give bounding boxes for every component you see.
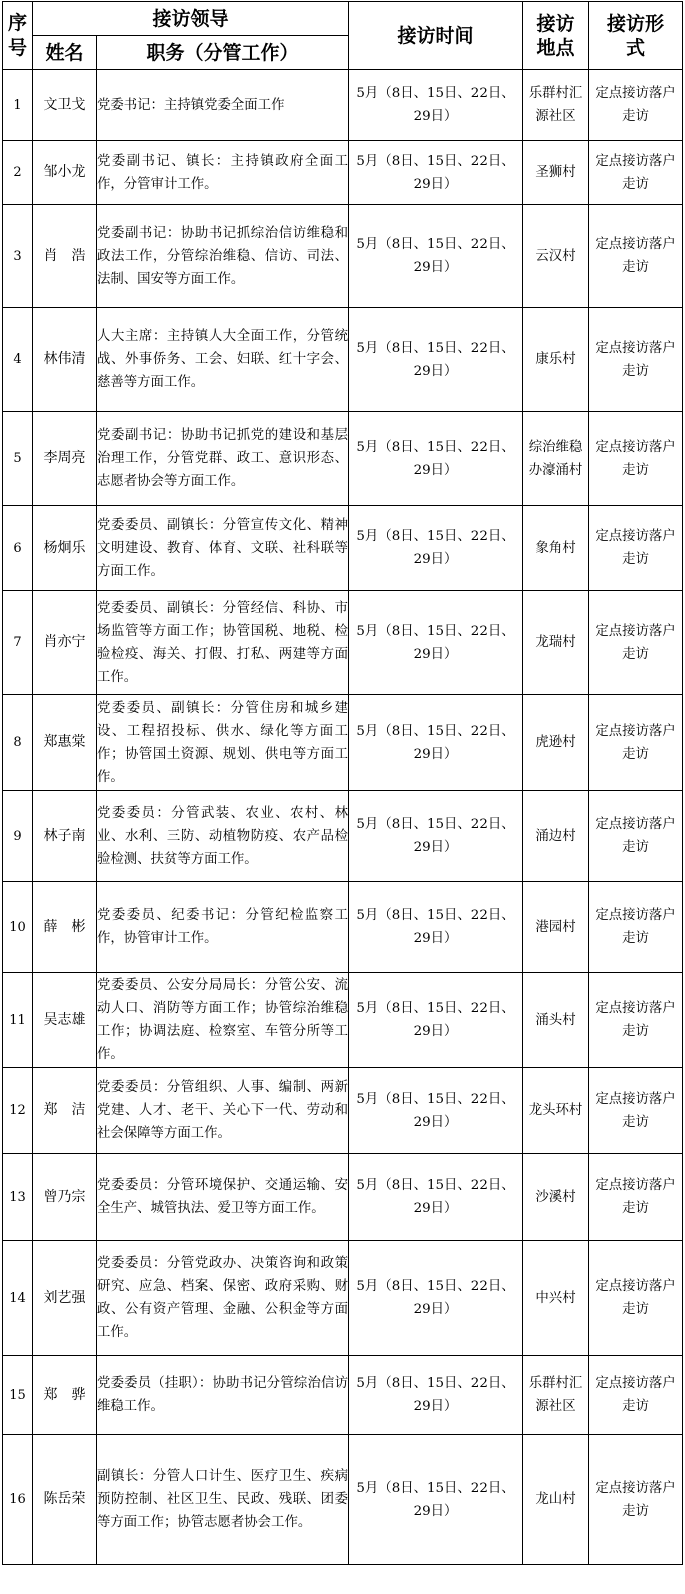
visit-time: 5月（8日、15日、22日、29日） (349, 973, 523, 1068)
schedule-table (2, 1, 683, 1565)
leader-duty: 党委副书记：协助书记抓党的建设和基层治理工作，分管党群、政工、意识形态、志愿者协会等方面工作。 (97, 412, 349, 506)
visit-form: 定点接访落户走访 (589, 1356, 683, 1435)
leader-duty: 党委委员、副镇长：分管宣传文化、精神文明建设、教育、体育、文联、社科联等方面工作。 (97, 506, 349, 591)
visit-form: 定点接访落户走访 (589, 141, 683, 205)
visit-form: 定点接访落户走访 (589, 1154, 683, 1241)
leader-duty: 党委副书记、镇长：主持镇政府全面工作，分管审计工作。 (97, 141, 349, 205)
leader-duty: 党委委员（挂职）：协助书记分管综治信访维稳工作。 (97, 1356, 349, 1435)
header-leaders: 接访领导 (33, 2, 349, 36)
leader-duty: 人大主席：主持镇人大全面工作，分管统战、外事侨务、工会、妇联、红十字会、慈善等方面工作。 (97, 308, 349, 412)
leader-duty: 党委委员、副镇长：分管经信、科协、市场监管等方面工作；协管国税、地税、检验检疫、海关、打假、打私、两建等方面工作。 (97, 591, 349, 695)
row-index: 2 (3, 141, 33, 205)
leader-name: 郑 洁 (33, 1068, 97, 1154)
visit-location: 圣狮村 (523, 141, 589, 205)
visit-location: 涌边村 (523, 791, 589, 882)
header-location: 接访地点 (523, 2, 589, 70)
row-index: 14 (3, 1241, 33, 1356)
leader-name: 刘艺强 (33, 1241, 97, 1356)
visit-time: 5月（8日、15日、22日、29日） (349, 308, 523, 412)
visit-form: 定点接访落户走访 (589, 973, 683, 1068)
visit-form: 定点接访落户走访 (589, 791, 683, 882)
table-row (3, 308, 683, 412)
table-row (3, 1154, 683, 1241)
visit-location: 象角村 (523, 506, 589, 591)
leader-name: 文卫戈 (33, 70, 97, 141)
visit-location: 云汉村 (523, 205, 589, 308)
visit-form: 定点接访落户走访 (589, 412, 683, 506)
leader-name: 林子南 (33, 791, 97, 882)
visit-form: 定点接访落户走访 (589, 70, 683, 141)
visit-location: 综治维稳办濠涌村 (523, 412, 589, 506)
row-index: 13 (3, 1154, 33, 1241)
header-name: 姓名 (33, 36, 97, 70)
leader-duty: 党委委员、公安分局局长：分管公安、流动人口、消防等方面工作；协管综治维稳工作；协调法庭、检察室、车管分所等工作。 (97, 973, 349, 1068)
leader-duty: 党委委员、副镇长：分管住房和城乡建设、工程招投标、供水、绿化等方面工作；协管国土资源、规划、供电等方面工作。 (97, 695, 349, 791)
visit-form: 定点接访落户走访 (589, 1241, 683, 1356)
leader-duty: 党委委员：分管组织、人事、编制、两新党建、人才、老干、关心下一代、劳动和社会保障等方面工作。 (97, 1068, 349, 1154)
visit-location: 龙瑞村 (523, 591, 589, 695)
table-row (3, 141, 683, 205)
visit-location: 港园村 (523, 882, 589, 973)
visit-location: 乐群村汇源社区 (523, 70, 589, 141)
visit-time: 5月（8日、15日、22日、29日） (349, 695, 523, 791)
visit-time: 5月（8日、15日、22日、29日） (349, 791, 523, 882)
row-index: 16 (3, 1435, 33, 1565)
visit-time: 5月（8日、15日、22日、29日） (349, 506, 523, 591)
row-index: 8 (3, 695, 33, 791)
leader-duty: 党委委员：分管武装、农业、农村、林业、水利、三防、动植物防疫、农产品检验检测、扶贫等方面工作。 (97, 791, 349, 882)
visit-time: 5月（8日、15日、22日、29日） (349, 205, 523, 308)
leader-duty: 副镇长：分管人口计生、医疗卫生、疾病预防控制、社区卫生、民政、残联、团委等方面工作；协管志愿者协会工作。 (97, 1435, 349, 1565)
table-row (3, 1068, 683, 1154)
table-row (3, 791, 683, 882)
row-index: 5 (3, 412, 33, 506)
visit-location: 虎逊村 (523, 695, 589, 791)
row-index: 11 (3, 973, 33, 1068)
table-row (3, 70, 683, 141)
table-row (3, 205, 683, 308)
visit-form: 定点接访落户走访 (589, 205, 683, 308)
table-row (3, 1241, 683, 1356)
table-row (3, 1435, 683, 1565)
visit-form: 定点接访落户走访 (589, 695, 683, 791)
leader-name: 杨炯乐 (33, 506, 97, 591)
visit-location: 中兴村 (523, 1241, 589, 1356)
leader-name: 陈岳荣 (33, 1435, 97, 1565)
leader-duty: 党委委员、纪委书记：分管纪检监察工作，协管审计工作。 (97, 882, 349, 973)
row-index: 1 (3, 70, 33, 141)
visit-time: 5月（8日、15日、22日、29日） (349, 1356, 523, 1435)
leader-name: 郑 骅 (33, 1356, 97, 1435)
table-row (3, 695, 683, 791)
row-index: 15 (3, 1356, 33, 1435)
visit-location: 乐群村汇源社区 (523, 1356, 589, 1435)
leader-name: 吴志雄 (33, 973, 97, 1068)
leader-duty: 党委委员：分管党政办、决策咨询和政策研究、应急、档案、保密、政府采购、财政、公有资产管理、金融、公积金等方面工作。 (97, 1241, 349, 1356)
visit-time: 5月（8日、15日、22日、29日） (349, 882, 523, 973)
table-row (3, 1356, 683, 1435)
leader-name: 李周亮 (33, 412, 97, 506)
header-duty: 职务（分管工作） (97, 36, 349, 70)
row-index: 10 (3, 882, 33, 973)
visit-time: 5月（8日、15日、22日、29日） (349, 1068, 523, 1154)
visit-location: 龙头环村 (523, 1068, 589, 1154)
table-row (3, 882, 683, 973)
leader-name: 邹小龙 (33, 141, 97, 205)
leader-name: 肖亦宁 (33, 591, 97, 695)
table-row (3, 412, 683, 506)
table-row (3, 973, 683, 1068)
visit-form: 定点接访落户走访 (589, 308, 683, 412)
header-form: 接访形式 (589, 2, 683, 70)
visit-form: 定点接访落户走访 (589, 1435, 683, 1565)
leader-duty: 党委副书记：协助书记抓综治信访维稳和政法工作，分管综治维稳、信访、司法、法制、国安等方面工作。 (97, 205, 349, 308)
visit-location: 沙溪村 (523, 1154, 589, 1241)
table-row (3, 506, 683, 591)
visit-time: 5月（8日、15日、22日、29日） (349, 591, 523, 695)
visit-time: 5月（8日、15日、22日、29日） (349, 412, 523, 506)
leader-name: 郑惠棠 (33, 695, 97, 791)
visit-time: 5月（8日、15日、22日、29日） (349, 1154, 523, 1241)
visit-form: 定点接访落户走访 (589, 591, 683, 695)
visit-location: 康乐村 (523, 308, 589, 412)
header-index: 序号 (3, 2, 33, 70)
leader-name: 肖 浩 (33, 205, 97, 308)
leader-name: 曾乃宗 (33, 1154, 97, 1241)
leader-duty: 党委书记：主持镇党委全面工作 (97, 70, 349, 141)
header-time: 接访时间 (349, 2, 523, 70)
visit-time: 5月（8日、15日、22日、29日） (349, 70, 523, 141)
visit-form: 定点接访落户走访 (589, 882, 683, 973)
row-index: 7 (3, 591, 33, 695)
row-index: 9 (3, 791, 33, 882)
row-index: 6 (3, 506, 33, 591)
visit-location: 龙山村 (523, 1435, 589, 1565)
row-index: 12 (3, 1068, 33, 1154)
visit-form: 定点接访落户走访 (589, 1068, 683, 1154)
leader-name: 林伟清 (33, 308, 97, 412)
visit-time: 5月（8日、15日、22日、29日） (349, 141, 523, 205)
visit-time: 5月（8日、15日、22日、29日） (349, 1241, 523, 1356)
visit-form: 定点接访落户走访 (589, 506, 683, 591)
table-row (3, 591, 683, 695)
row-index: 4 (3, 308, 33, 412)
row-index: 3 (3, 205, 33, 308)
leader-duty: 党委委员：分管环境保护、交通运输、安全生产、城管执法、爱卫等方面工作。 (97, 1154, 349, 1241)
visit-time: 5月（8日、15日、22日、29日） (349, 1435, 523, 1565)
leader-name: 薛 彬 (33, 882, 97, 973)
visit-location: 涌头村 (523, 973, 589, 1068)
